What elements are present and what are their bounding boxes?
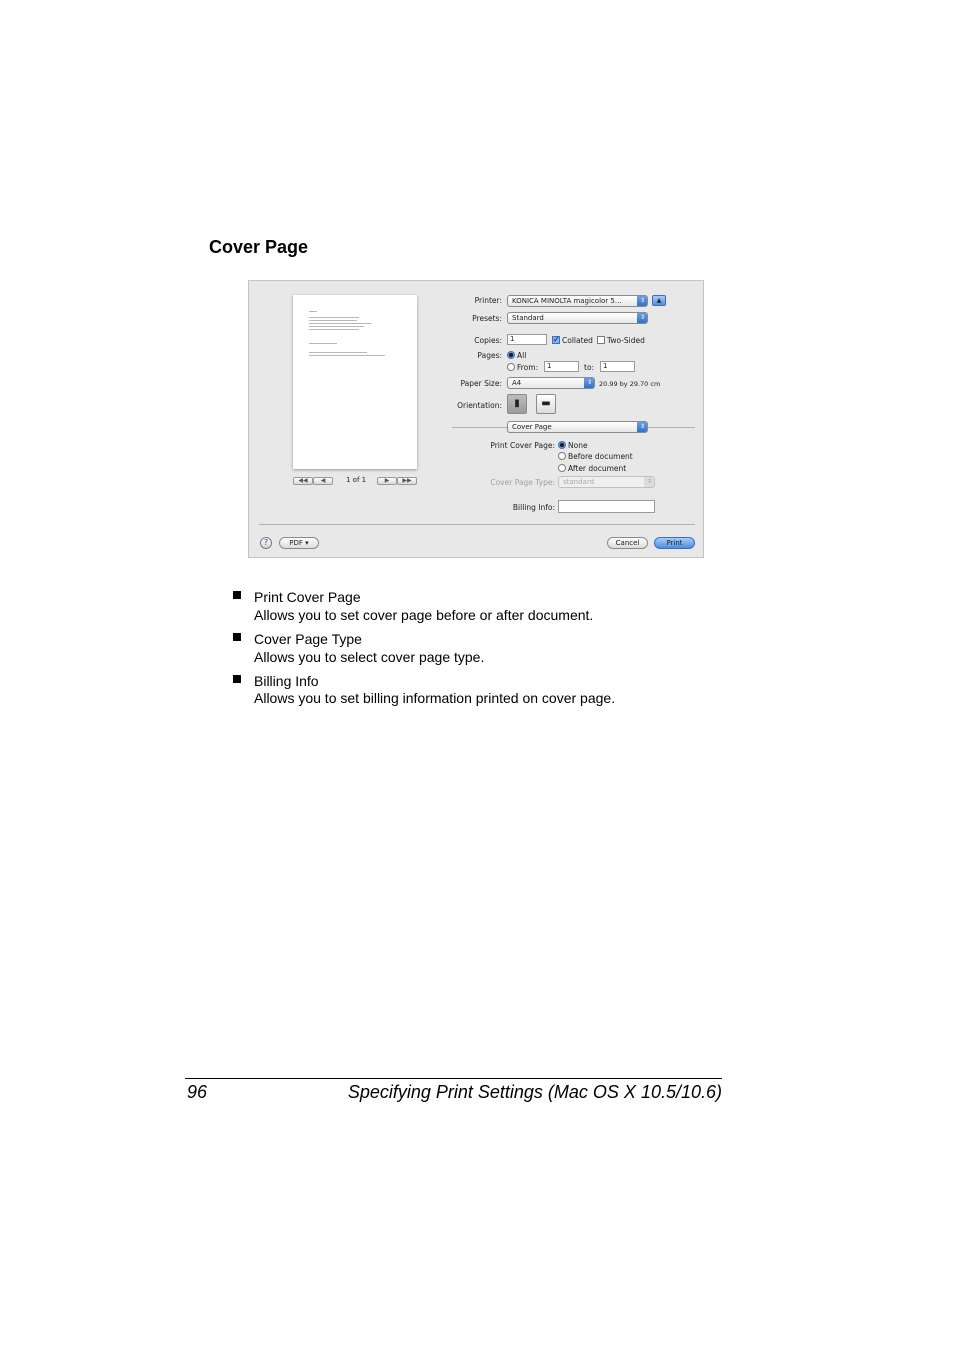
printer-disclosure-button[interactable]: ▲ (652, 295, 666, 306)
cover-none-label: None (568, 441, 588, 450)
pages-from-field[interactable]: 1 (544, 361, 579, 372)
pages-all-radio[interactable] (507, 351, 515, 359)
footer-title: Specifying Print Settings (Mac OS X 10.5/10.6) (347, 1082, 722, 1102)
item-title: Print Cover Page (254, 589, 361, 605)
copies-label: Copies: (474, 336, 502, 345)
pages-all-label: All (517, 351, 527, 360)
landscape-person-icon: ▬ (541, 398, 551, 409)
paper-size-value: A4 (512, 379, 522, 387)
item-description: Allows you to set cover page before or after document. (254, 607, 594, 623)
panel-value: Cover Page (512, 423, 552, 431)
first-page-button[interactable]: ◀◀ (293, 477, 313, 485)
cover-none-radio[interactable] (558, 441, 566, 449)
presets-popup[interactable] (507, 312, 648, 324)
presets-label: Presets: (472, 314, 502, 323)
bullet-marker (233, 591, 241, 599)
paper-size-label: Paper Size: (460, 379, 502, 388)
print-preview-page (293, 295, 417, 469)
popup-arrows-icon: ⇕ (637, 295, 648, 307)
portrait-person-icon: ▮ (514, 398, 520, 409)
popup-arrows-icon: ⇕ (644, 476, 655, 488)
collated-label: Collated (562, 336, 593, 345)
bullet-marker (233, 675, 241, 683)
portrait-orientation-button[interactable] (507, 394, 527, 414)
print-cover-page-label: Print Cover Page: (490, 441, 555, 450)
divider (452, 427, 507, 428)
pages-from-label: From: (517, 363, 539, 372)
cover-page-type-popup[interactable] (558, 476, 655, 488)
item-title: Cover Page Type (254, 631, 362, 647)
cover-before-label: Before document (568, 452, 633, 461)
next-page-button[interactable]: ▶ (377, 477, 397, 485)
bullet-marker (233, 633, 241, 641)
printer-popup[interactable] (507, 295, 648, 307)
copies-field[interactable]: 1 (507, 334, 547, 345)
print-button[interactable]: Print (654, 537, 695, 549)
two-sided-checkbox[interactable] (597, 336, 605, 344)
paper-dimensions: 20.99 by 29.70 cm (599, 380, 661, 388)
collated-checkbox[interactable]: ✓ (553, 335, 560, 344)
pdf-button[interactable]: PDF ▾ (279, 537, 319, 549)
page-number: 96 (187, 1082, 208, 1102)
billing-info-field[interactable] (558, 500, 655, 513)
section-title: Cover Page (209, 237, 309, 257)
paper-size-popup[interactable] (507, 377, 595, 389)
item-description: Allows you to set billing information printed on cover page. (254, 690, 616, 706)
print-dialog-screenshot (248, 280, 704, 558)
pages-from-radio[interactable] (507, 363, 515, 371)
cover-after-label: After document (568, 464, 627, 473)
footer-rule (185, 1078, 722, 1079)
item-title: Billing Info (254, 673, 319, 689)
printer-value: KONICA MINOLTA magicolor 5... (512, 297, 622, 305)
landscape-orientation-button[interactable] (536, 394, 556, 414)
printer-label: Printer: (474, 296, 502, 305)
divider (259, 524, 695, 525)
page-count: 1 of 1 (346, 476, 367, 484)
pages-to-label: to: (584, 363, 595, 372)
orientation-label: Orientation: (457, 401, 502, 410)
cover-page-type-label: Cover Page Type: (490, 478, 555, 487)
cover-before-radio[interactable] (558, 452, 566, 460)
previous-page-button[interactable]: ◀ (313, 477, 333, 485)
popup-arrows-icon: ⇕ (637, 312, 648, 324)
cover-after-radio[interactable] (558, 464, 566, 472)
panel-popup[interactable] (507, 421, 648, 433)
help-button[interactable]: ? (260, 537, 272, 549)
cover-page-type-value: standard (563, 478, 595, 486)
pages-label: Pages: (477, 351, 502, 360)
item-description: Allows you to select cover page type. (254, 649, 485, 665)
billing-info-label: Billing Info: (512, 503, 555, 512)
presets-value: Standard (512, 314, 544, 322)
two-sided-label: Two-Sided (607, 336, 645, 345)
pages-to-field[interactable]: 1 (600, 361, 635, 372)
popup-arrows-icon: ⇕ (584, 377, 595, 389)
last-page-button[interactable]: ▶▶ (397, 477, 417, 485)
cancel-button[interactable]: Cancel (607, 537, 648, 549)
divider (648, 427, 695, 428)
popup-arrows-icon: ⇕ (637, 421, 648, 433)
